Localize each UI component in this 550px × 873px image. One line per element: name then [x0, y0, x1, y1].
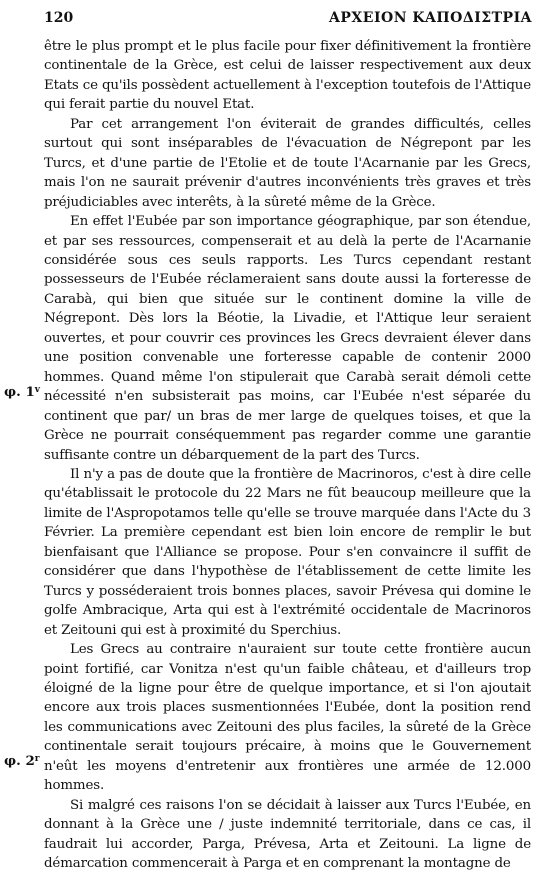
folio-marker-1v	[4, 381, 40, 402]
paragraph: En effet l'Eubée par son importance géographique, par son étendue, et par ses ressources, compenserait et au delà la perte de l'Acarnanie considérée sous ces seuls rapports. Les Turcs cependant restant possesseurs de l'Eubée réclameraient sans doute aussi la forteresse de Carabà, qui bien que située sur le continent domine la ville de Négrepont. Dès lors la Béotie, la Livadie, et l'Attique leur seraient ouvertes, et pour couvrir ces provinces les Grecs devraient élever dans une position convenable une forteresse capable de contenir 2000 hommes. Quand même l'on stipulerait que Carabà serait démoli cette nécessité n'en subsisterait pas moins, car l'Eubée n'est séparée du continent que par/ un bras de mer large de quelques toises, et que la Grèce ne pourrait conséquemment pas regarder comme une garantie suffisante contre un débarquement de la part des Turcs.	[44, 214, 531, 463]
folio-side: v	[34, 385, 40, 395]
folio-marker-2r	[4, 750, 40, 771]
body-text	[44, 37, 531, 873]
page-number: 120	[44, 10, 74, 26]
paragraph: Par cet arrangement l'on éviterait de grandes difficultés, celles surtout qui sont inséparables de l'évacuation de Négrepont par les Turcs, et d'une partie de l'Etolie et de toute l'Acarnanie par les Grecs, mais l'on ne saurait prévenir d'autres inconvénients très graves et très préjudiciables avec interêts, à la sûreté même de la Grèce.	[44, 116, 531, 210]
folio-side: r	[34, 754, 40, 764]
folio-label: φ. 1	[4, 384, 35, 400]
paragraph-continuation: être le plus prompt et le plus facile pour fixer définitivement la frontière continentale de la Grèce, est celui de laisser respectivement aux deux Etats ce qu'ils possèdent actuellement à l'exception toutefois de l'Attique qui ferait partie du nouvel Etat.	[44, 39, 531, 113]
paragraph: Il n'y a pas de doute que la frontière de Macrinoros, c'est à dire celle qu'établissait le protocole du 22 Mars ne fût beaucoup meilleure que la limite de l'Aspropotamos telle qu'elle se trouve marquée dans l'Acte du 3 Février. La première cependant est bien loin encore de remplir le but bienfaisant que l'Alliance se propose. Pour s'en convaincre il suffit de considérer que dans l'hypothèse de l'établissement de cette limite les Turcs y posséderaient trois bonnes places, savoir Prévesa qui domine le golfe Ambracique, Arta qui est à l'extrémité occidentale de Macrinoros et Zeitouni qui est à proximité du Sperchius.	[44, 466, 531, 638]
paragraph: Les Grecs au contraire n'auraient sur toute cette frontière aucun point fortifié, car Vonitza n'est qu'un faible château, et d'ailleurs trop éloigné de la ligne pour être de quelque importance, et si l'on ajoutait encore aux trois places susmentionnées l'Eubée, dont la position rend les communications avec Zeitouni des plus faciles, la sûreté de la Grèce continentale serait toujours précaire, à moins que le Gouvernement n'eût les moyens d'entretenir aux frontières une armée de 12.000 hommes.	[44, 642, 531, 794]
running-title: ΑΡΧΕΙΟΝ ΚΑΠΟΔΙΣΤΡΙΑ	[329, 10, 532, 26]
folio-label: φ. 2	[4, 753, 35, 769]
page-header	[44, 10, 532, 30]
paragraph: Si malgré ces raisons l'on se décidait à laisser aux Turcs l'Eubée, en donnant à la Grèce une / juste indemnité territoriale, dans ce cas, il faudrait lui accorder, Parga, Prévesa, Arta et Zeitouni. La ligne de démarcation commencerait à Parga et en comprenant la montagne de	[44, 797, 531, 872]
